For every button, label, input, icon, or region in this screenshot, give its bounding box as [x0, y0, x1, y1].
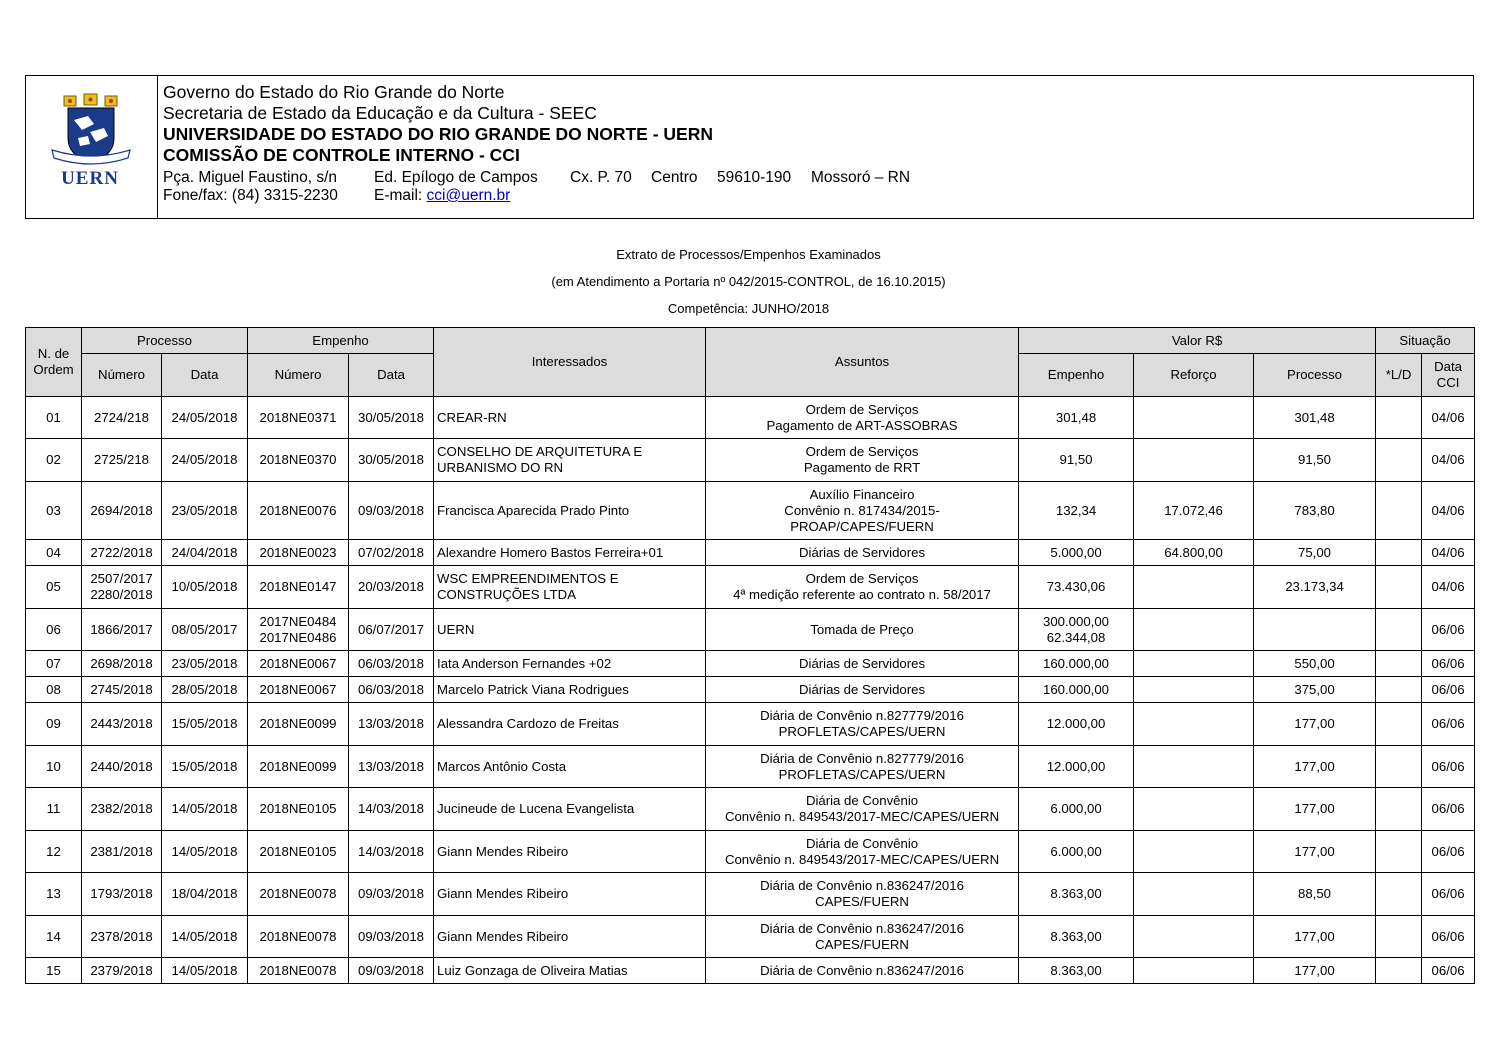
cell-emp-numero: 2018NE0078: [248, 873, 349, 916]
cell-emp-data: 06/03/2018: [349, 651, 434, 677]
cell-ld: [1376, 651, 1422, 677]
cell-interessados: Marcelo Patrick Viana Rodrigues: [434, 677, 706, 703]
cell-proc-data: 08/05/2017: [162, 609, 248, 651]
cell-proc-numero: 2443/2018: [82, 703, 162, 746]
cell-proc-numero: 2378/2018: [82, 916, 162, 958]
header-emp-data: Data: [349, 354, 434, 397]
table-row: [26, 958, 1475, 984]
cell-proc-data: 14/05/2018: [162, 958, 248, 984]
cell-proc-data: 14/05/2018: [162, 788, 248, 831]
phone-text: Fone/fax: (84) 3315-2230: [163, 187, 338, 204]
table-row: [26, 677, 1475, 703]
header-empenho: Empenho: [248, 328, 434, 354]
cell-assuntos: Ordem de Serviços Pagamento de ART-ASSOBRAS: [706, 397, 1019, 439]
email-label: E-mail:: [374, 187, 423, 204]
cell-ld: [1376, 482, 1422, 540]
email-link[interactable]: cci@uern.br: [426, 187, 511, 204]
cell-ordem: 15: [26, 958, 82, 984]
cell-emp-numero: 2018NE0105: [248, 831, 349, 873]
cell-proc-numero: 2724/218: [82, 397, 162, 439]
cell-valor-processo: 375,00: [1254, 677, 1376, 703]
cell-assuntos: Auxílio Financeiro Convênio n. 817434/2015- PROAP/CAPES/FUERN: [706, 482, 1019, 540]
cell-valor-empenho: 73.430,06: [1019, 566, 1134, 609]
cell-interessados: UERN: [434, 609, 706, 651]
cell-ld: [1376, 439, 1422, 482]
address-block: [163, 169, 910, 205]
cell-valor-reforco: 17.072,46: [1134, 482, 1254, 540]
cell-emp-numero: 2018NE0078: [248, 958, 349, 984]
table-row: [26, 482, 1475, 540]
cell-valor-reforco: [1134, 746, 1254, 788]
header-emp-numero: Número: [248, 354, 349, 397]
cell-emp-data: 09/03/2018: [349, 958, 434, 984]
cell-valor-reforco: [1134, 788, 1254, 831]
cell-valor-empenho: 8.363,00: [1019, 873, 1134, 916]
header-ordem: N. de Ordem: [26, 328, 82, 397]
cell-data-cci: 06/06: [1422, 677, 1475, 703]
cell-data-cci: 06/06: [1422, 651, 1475, 677]
cell-valor-empenho: 5.000,00: [1019, 540, 1134, 566]
cell-valor-processo: 88,50: [1254, 873, 1376, 916]
cell-interessados: Jucineude de Lucena Evangelista: [434, 788, 706, 831]
cell-ordem: 07: [26, 651, 82, 677]
cell-interessados: Alessandra Cardozo de Freitas: [434, 703, 706, 746]
cell-valor-processo: 301,48: [1254, 397, 1376, 439]
cell-ordem: 02: [26, 439, 82, 482]
cell-ld: [1376, 788, 1422, 831]
cell-assuntos: Diárias de Servidores: [706, 651, 1019, 677]
cell-valor-reforco: [1134, 609, 1254, 651]
table-row: [26, 916, 1475, 958]
cell-valor-processo: 177,00: [1254, 916, 1376, 958]
cell-assuntos: Diária de Convênio Convênio n. 849543/2017-MEC/CAPES/UERN: [706, 831, 1019, 873]
cell-emp-numero: 2018NE0099: [248, 703, 349, 746]
cell-proc-numero: 1793/2018: [82, 873, 162, 916]
cell-ld: [1376, 873, 1422, 916]
cell-proc-numero: 2694/2018: [82, 482, 162, 540]
cell-ld: [1376, 746, 1422, 788]
cell-data-cci: 06/06: [1422, 746, 1475, 788]
cell-emp-numero: 2018NE0078: [248, 916, 349, 958]
cell-data-cci: 06/06: [1422, 703, 1475, 746]
cell-proc-data: 15/05/2018: [162, 703, 248, 746]
cell-valor-reforco: [1134, 651, 1254, 677]
cell-interessados: Alexandre Homero Bastos Ferreira+01: [434, 540, 706, 566]
table-row: [26, 831, 1475, 873]
cell-ordem: 01: [26, 397, 82, 439]
cell-data-cci: 06/06: [1422, 916, 1475, 958]
cell-valor-processo: 177,00: [1254, 831, 1376, 873]
cell-proc-data: 14/05/2018: [162, 831, 248, 873]
letterhead: [25, 75, 1474, 219]
cell-proc-data: 28/05/2018: [162, 677, 248, 703]
cell-data-cci: 04/06: [1422, 482, 1475, 540]
cell-emp-data: 14/03/2018: [349, 831, 434, 873]
cell-proc-data: 24/05/2018: [162, 439, 248, 482]
cell-ld: [1376, 397, 1422, 439]
address-box: Cx. P. 70: [570, 169, 632, 186]
report-subtitle: (em Atendimento a Portaria nº 042/2015-CONTROL, de 16.10.2015): [551, 274, 946, 289]
cell-valor-empenho: 301,48: [1019, 397, 1134, 439]
cell-valor-processo: 75,00: [1254, 540, 1376, 566]
cell-valor-processo: [1254, 609, 1376, 651]
institution-lines: [163, 82, 713, 166]
process-table: [25, 327, 1475, 984]
cell-valor-empenho: 12.000,00: [1019, 703, 1134, 746]
cell-emp-data: 30/05/2018: [349, 397, 434, 439]
cell-assuntos: Diária de Convênio Convênio n. 849543/2017-MEC/CAPES/UERN: [706, 788, 1019, 831]
cell-proc-data: 24/04/2018: [162, 540, 248, 566]
cell-emp-numero: 2018NE0076: [248, 482, 349, 540]
table-row: [26, 439, 1475, 482]
cell-valor-empenho: 6.000,00: [1019, 831, 1134, 873]
cell-emp-numero: 2018NE0099: [248, 746, 349, 788]
table-row: [26, 651, 1475, 677]
cell-ordem: 13: [26, 873, 82, 916]
cell-data-cci: 06/06: [1422, 788, 1475, 831]
header-data-cci: Data CCI: [1422, 354, 1475, 397]
cell-proc-numero: 2381/2018: [82, 831, 162, 873]
cell-valor-reforco: [1134, 439, 1254, 482]
table-row: [26, 746, 1475, 788]
cell-valor-empenho: 8.363,00: [1019, 958, 1134, 984]
cell-data-cci: 06/06: [1422, 831, 1475, 873]
cell-interessados: CREAR-RN: [434, 397, 706, 439]
cell-valor-reforco: [1134, 873, 1254, 916]
cell-emp-numero: 2018NE0371: [248, 397, 349, 439]
cell-valor-reforco: [1134, 831, 1254, 873]
cell-valor-empenho: 8.363,00: [1019, 916, 1134, 958]
address-zip: 59610-190: [717, 169, 792, 186]
cell-data-cci: 04/06: [1422, 439, 1475, 482]
header-proc-data: Data: [162, 354, 248, 397]
cell-proc-data: 15/05/2018: [162, 746, 248, 788]
cell-valor-reforco: [1134, 397, 1254, 439]
cell-valor-processo: 91,50: [1254, 439, 1376, 482]
header-valor-reforco: Reforço: [1134, 354, 1254, 397]
cell-valor-reforco: [1134, 677, 1254, 703]
cell-proc-numero: 2698/2018: [82, 651, 162, 677]
cell-valor-processo: 177,00: [1254, 746, 1376, 788]
cell-interessados: Giann Mendes Ribeiro: [434, 873, 706, 916]
cell-valor-reforco: [1134, 958, 1254, 984]
cell-proc-numero: 1866/2017: [82, 609, 162, 651]
cell-proc-numero: 2382/2018: [82, 788, 162, 831]
cell-assuntos: Diárias de Servidores: [706, 677, 1019, 703]
cell-valor-empenho: 160.000,00: [1019, 677, 1134, 703]
commission-line: COMISSÃO DE CONTROLE INTERNO - CCI: [163, 145, 520, 165]
cell-proc-numero: 2725/218: [82, 439, 162, 482]
cell-emp-numero: 2018NE0067: [248, 677, 349, 703]
cell-emp-data: 13/03/2018: [349, 703, 434, 746]
cell-emp-data: 09/03/2018: [349, 916, 434, 958]
cell-proc-numero: 2440/2018: [82, 746, 162, 788]
table-row: [26, 540, 1475, 566]
cell-proc-numero: 2745/2018: [82, 677, 162, 703]
cell-ld: [1376, 916, 1422, 958]
table-row: [26, 703, 1475, 746]
cell-ld: [1376, 540, 1422, 566]
cell-proc-numero: 2507/2017 2280/2018: [82, 566, 162, 609]
cell-assuntos: Tomada de Preço: [706, 609, 1019, 651]
cell-ordem: 09: [26, 703, 82, 746]
cell-valor-processo: 23.173,34: [1254, 566, 1376, 609]
address-street: Pça. Miguel Faustino, s/n: [163, 169, 338, 186]
cell-assuntos: Diária de Convênio n.836247/2016 CAPES/FUERN: [706, 916, 1019, 958]
cell-valor-processo: 177,00: [1254, 958, 1376, 984]
cell-ld: [1376, 677, 1422, 703]
address-district: Centro: [651, 169, 698, 186]
cell-proc-numero: 2722/2018: [82, 540, 162, 566]
cell-valor-reforco: 64.800,00: [1134, 540, 1254, 566]
address-building: Ed. Epílogo de Campos: [374, 169, 538, 186]
cell-emp-numero: 2018NE0105: [248, 788, 349, 831]
cell-emp-numero: 2018NE0067: [248, 651, 349, 677]
cell-ordem: 10: [26, 746, 82, 788]
cell-ordem: 12: [26, 831, 82, 873]
header-valor-empenho: Empenho: [1019, 354, 1134, 397]
table-row: [26, 566, 1475, 609]
cell-emp-numero: 2018NE0147: [248, 566, 349, 609]
cell-emp-data: 09/03/2018: [349, 482, 434, 540]
cell-valor-reforco: [1134, 916, 1254, 958]
cell-valor-reforco: [1134, 566, 1254, 609]
cell-valor-empenho: 300.000,00 62.344,08: [1019, 609, 1134, 651]
cell-proc-data: 14/05/2018: [162, 916, 248, 958]
cell-ordem: 08: [26, 677, 82, 703]
header-valor: Valor R$: [1019, 328, 1376, 354]
government-line: Governo do Estado do Rio Grande do Norte: [163, 82, 505, 102]
cell-assuntos: Ordem de Serviços 4ª medição referente ao contrato n. 58/2017: [706, 566, 1019, 609]
header-interessados: Interessados: [434, 328, 706, 397]
cell-emp-data: 14/03/2018: [349, 788, 434, 831]
cell-data-cci: 06/06: [1422, 958, 1475, 984]
header-situacao: Situação: [1376, 328, 1475, 354]
cell-proc-data: 23/05/2018: [162, 651, 248, 677]
table-row: [26, 788, 1475, 831]
cell-proc-numero: 2379/2018: [82, 958, 162, 984]
header-ld: *L/D: [1376, 354, 1422, 397]
cell-valor-processo: 177,00: [1254, 788, 1376, 831]
cell-valor-reforco: [1134, 703, 1254, 746]
table-row: [26, 397, 1475, 439]
cell-ordem: 03: [26, 482, 82, 540]
report-title: Extrato de Processos/Empenhos Examinados: [616, 247, 881, 262]
uern-crest-icon: [48, 90, 134, 170]
cell-valor-empenho: 12.000,00: [1019, 746, 1134, 788]
cell-emp-data: 07/02/2018: [349, 540, 434, 566]
cell-assuntos: Diária de Convênio n.836247/2016: [706, 958, 1019, 984]
cell-emp-data: 06/07/2017: [349, 609, 434, 651]
cell-emp-numero: 2017NE0484 2017NE0486: [248, 609, 349, 651]
cell-data-cci: 06/06: [1422, 873, 1475, 916]
cell-emp-data: 13/03/2018: [349, 746, 434, 788]
cell-valor-empenho: 160.000,00: [1019, 651, 1134, 677]
cell-interessados: WSC EMPREENDIMENTOS E CONSTRUÇÕES LTDA: [434, 566, 706, 609]
cell-valor-empenho: 132,34: [1019, 482, 1134, 540]
cell-ld: [1376, 703, 1422, 746]
cell-ld: [1376, 566, 1422, 609]
header-processo: Processo: [82, 328, 248, 354]
cell-data-cci: 04/06: [1422, 540, 1475, 566]
cell-emp-data: 20/03/2018: [349, 566, 434, 609]
table-row: [26, 873, 1475, 916]
cell-data-cci: 04/06: [1422, 566, 1475, 609]
table-row: [26, 609, 1475, 651]
cell-assuntos: Diária de Convênio n.827779/2016 PROFLETAS/CAPES/UERN: [706, 703, 1019, 746]
cell-data-cci: 04/06: [1422, 397, 1475, 439]
cell-valor-empenho: 6.000,00: [1019, 788, 1134, 831]
cell-emp-data: 09/03/2018: [349, 873, 434, 916]
cell-emp-numero: 2018NE0023: [248, 540, 349, 566]
cell-interessados: Francisca Aparecida Prado Pinto: [434, 482, 706, 540]
cell-emp-data: 06/03/2018: [349, 677, 434, 703]
header-assuntos: Assuntos: [706, 328, 1019, 397]
cell-ld: [1376, 609, 1422, 651]
secretariat-line: Secretaria de Estado da Educação e da Cultura - SEEC: [163, 103, 597, 123]
header-valor-processo: Processo: [1254, 354, 1376, 397]
cell-valor-processo: 783,80: [1254, 482, 1376, 540]
cell-emp-numero: 2018NE0370: [248, 439, 349, 482]
cell-proc-data: 10/05/2018: [162, 566, 248, 609]
cell-assuntos: Diária de Convênio n.836247/2016 CAPES/FUERN: [706, 873, 1019, 916]
cell-interessados: Giann Mendes Ribeiro: [434, 916, 706, 958]
logo-cell: [26, 76, 158, 218]
cell-proc-data: 18/04/2018: [162, 873, 248, 916]
cell-ordem: 04: [26, 540, 82, 566]
logo-text: UERN: [61, 168, 119, 189]
cell-proc-data: 24/05/2018: [162, 397, 248, 439]
address-city: Mossoró – RN: [811, 169, 911, 186]
cell-ordem: 14: [26, 916, 82, 958]
cell-interessados: Marcos Antônio Costa: [434, 746, 706, 788]
cell-assuntos: Diária de Convênio n.827779/2016 PROFLETAS/CAPES/UERN: [706, 746, 1019, 788]
cell-interessados: Giann Mendes Ribeiro: [434, 831, 706, 873]
university-line: UNIVERSIDADE DO ESTADO DO RIO GRANDE DO NORTE - UERN: [163, 124, 713, 144]
cell-emp-data: 30/05/2018: [349, 439, 434, 482]
cell-ld: [1376, 958, 1422, 984]
cell-interessados: Luiz Gonzaga de Oliveira Matias: [434, 958, 706, 984]
cell-interessados: Iata Anderson Fernandes +02: [434, 651, 706, 677]
cell-ordem: 05: [26, 566, 82, 609]
cell-interessados: CONSELHO DE ARQUITETURA E URBANISMO DO RN: [434, 439, 706, 482]
cell-assuntos: Diárias de Servidores: [706, 540, 1019, 566]
cell-ordem: 06: [26, 609, 82, 651]
cell-ld: [1376, 831, 1422, 873]
table-body: [26, 397, 1475, 984]
cell-valor-empenho: 91,50: [1019, 439, 1134, 482]
report-competence: Competência: JUNHO/2018: [667, 301, 830, 316]
cell-assuntos: Ordem de Serviços Pagamento de RRT: [706, 439, 1019, 482]
header-proc-numero: Número: [82, 354, 162, 397]
cell-valor-processo: 550,00: [1254, 651, 1376, 677]
cell-valor-processo: 177,00: [1254, 703, 1376, 746]
cell-proc-data: 23/05/2018: [162, 482, 248, 540]
cell-ordem: 11: [26, 788, 82, 831]
cell-data-cci: 06/06: [1422, 609, 1475, 651]
